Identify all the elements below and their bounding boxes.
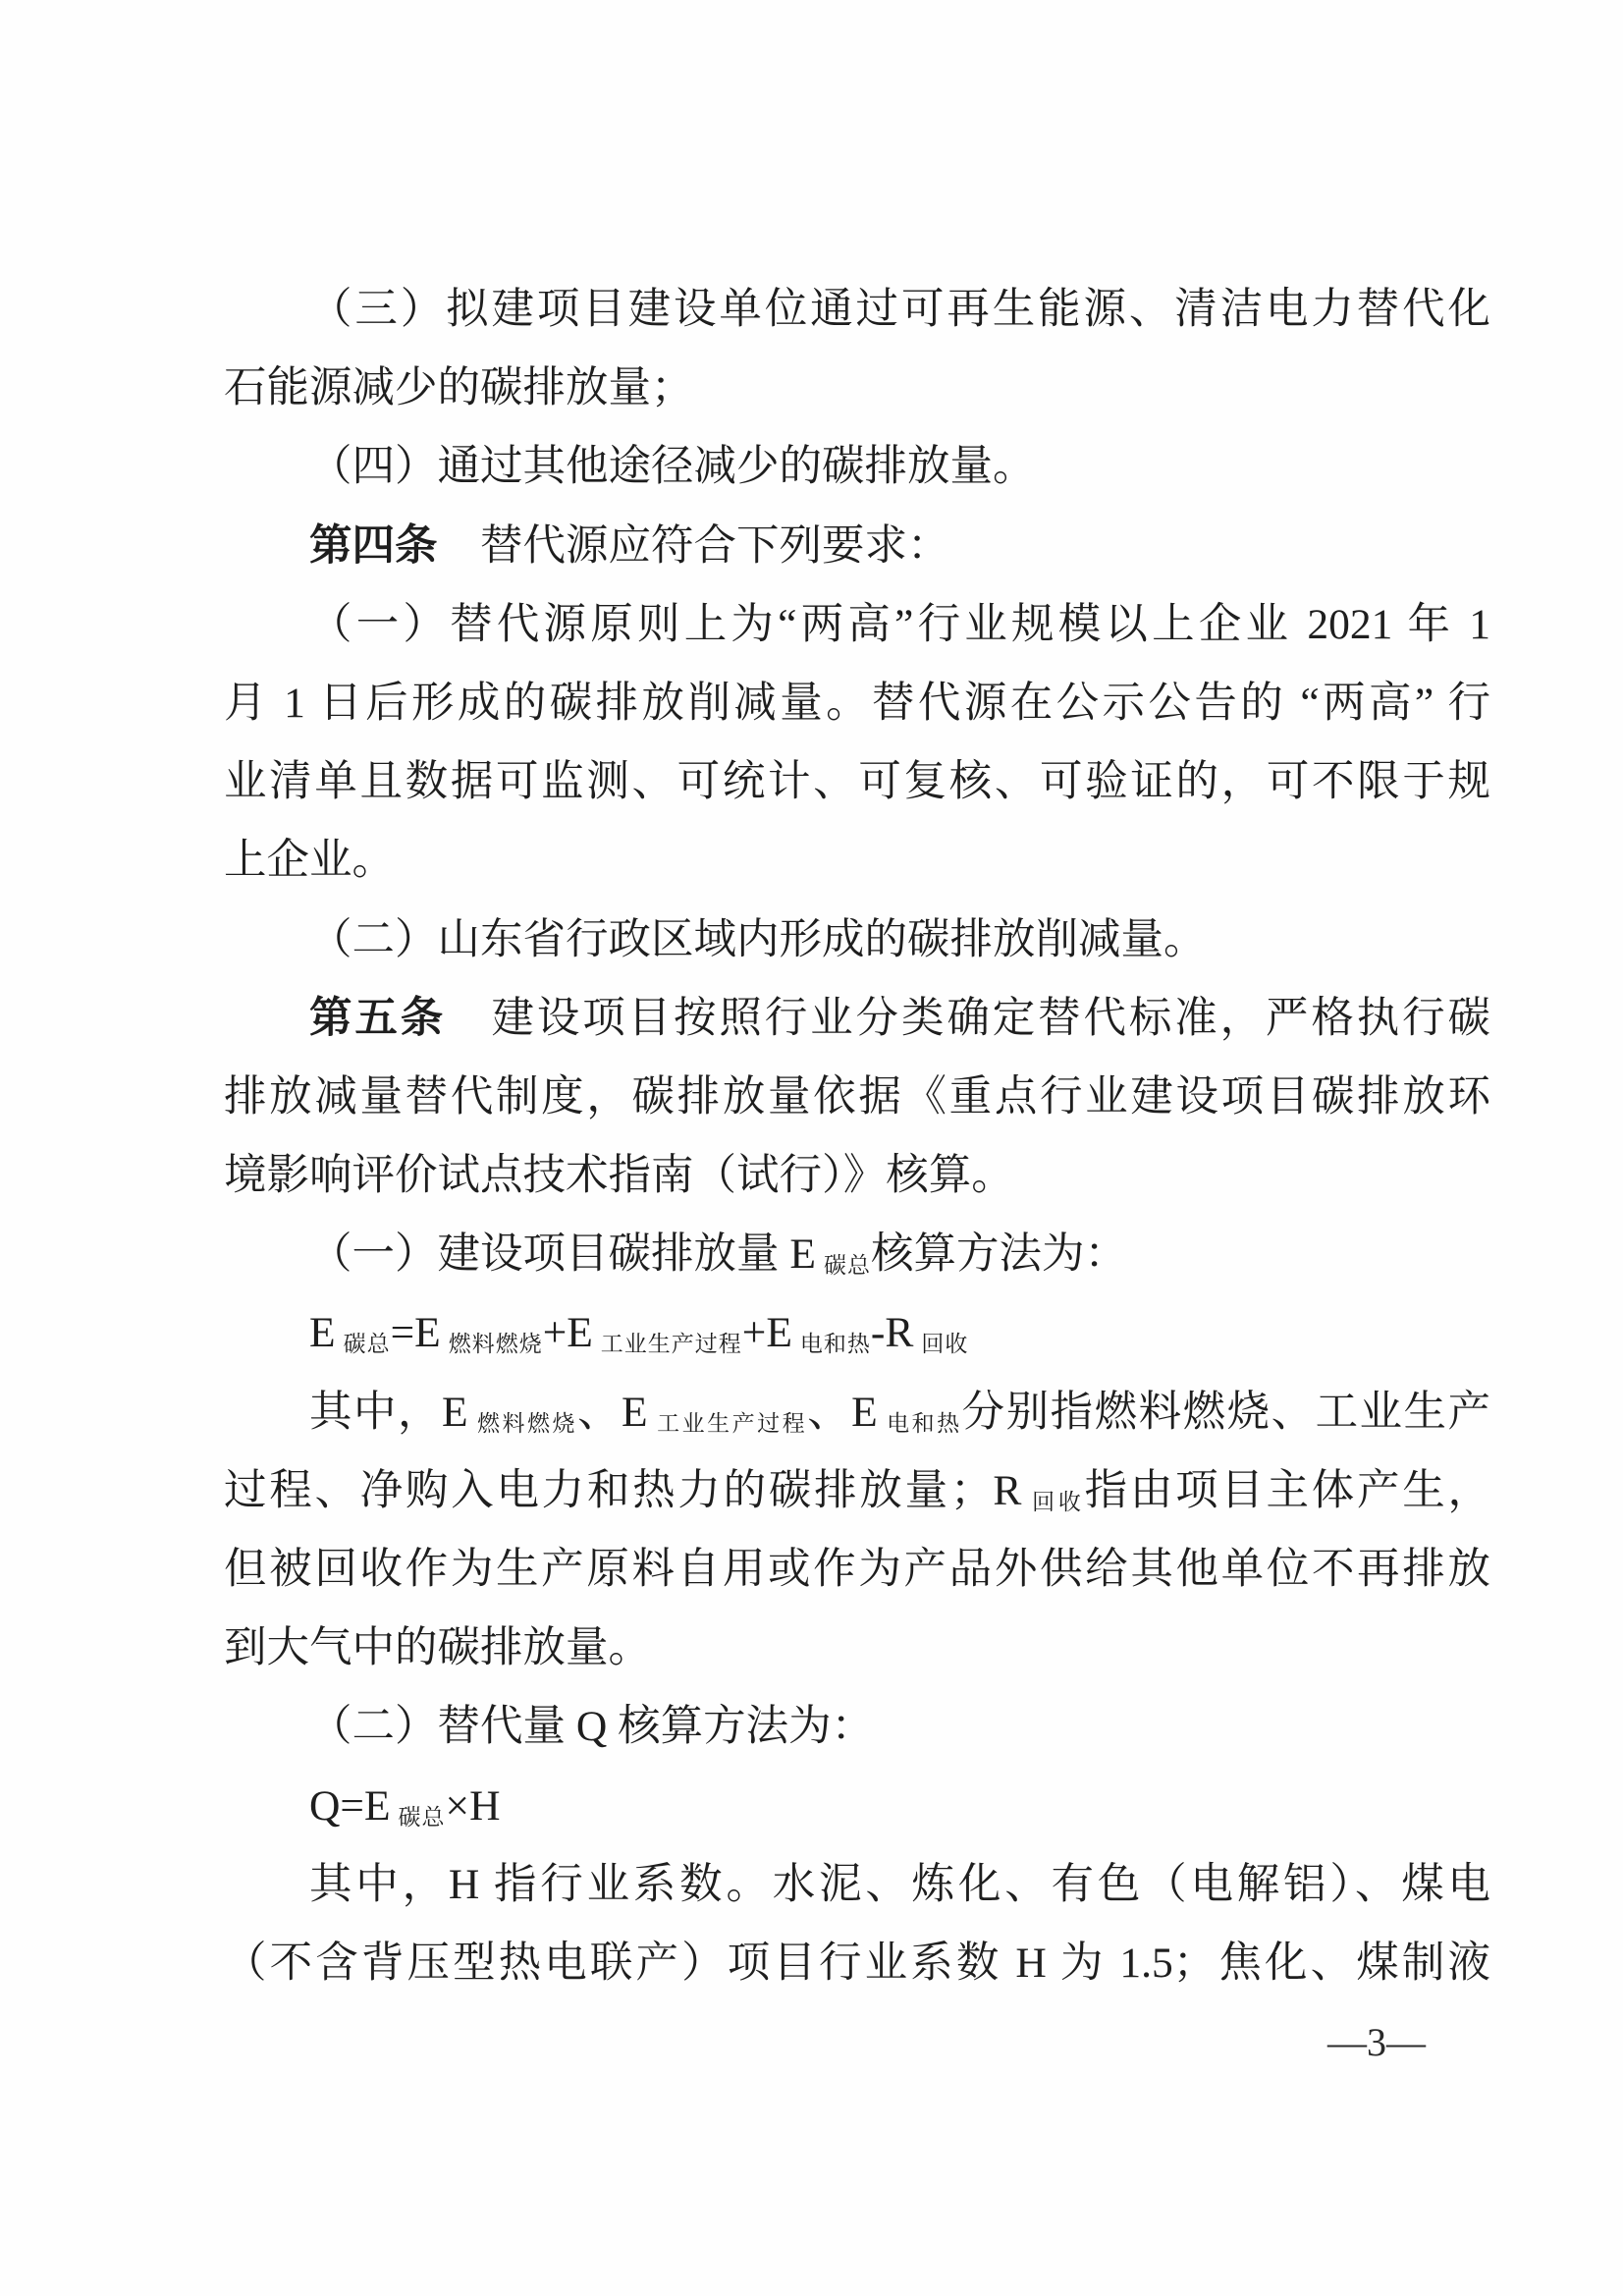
article-heading: 第五条 xyxy=(309,994,447,1042)
document-body xyxy=(224,270,1490,2002)
text-line xyxy=(224,1293,1490,1372)
text-segment: 替代源应符合下列要求： xyxy=(437,521,950,570)
text-segment: +E xyxy=(741,1309,792,1357)
text-segment: 分别指燃料燃烧、工业生产 xyxy=(961,1388,1491,1436)
text-line xyxy=(224,1767,1490,1845)
text-segment: 业清单且数据可监测、可统计、可复核、可验证的，可不限于规 xyxy=(224,758,1490,806)
subscript-text: 碳总 xyxy=(343,1332,391,1357)
text-segment: =E xyxy=(390,1309,441,1357)
text-segment: E xyxy=(789,1230,816,1279)
text-line xyxy=(224,1687,1490,1766)
text-segment: E xyxy=(851,1388,878,1436)
text-segment: 其中， xyxy=(309,1388,442,1436)
text-line xyxy=(224,585,1490,664)
text-segment: 核算方法为： xyxy=(870,1230,1127,1279)
text-line xyxy=(224,742,1490,821)
subscript-text: 电和热 xyxy=(885,1410,962,1436)
text-segment: （二）替代量 Q 核算方法为： xyxy=(309,1703,875,1751)
subscript-text: 碳总 xyxy=(398,1804,446,1830)
text-segment: （四）通过其他途径减少的碳排放量。 xyxy=(309,443,1036,491)
subscript-text: 燃料燃烧 xyxy=(448,1332,543,1357)
text-segment: -R xyxy=(870,1309,914,1357)
text-segment: 其中，H 指行业系数。水泥、炼化、有色（电解铝）、煤电 xyxy=(309,1860,1490,1908)
text-line xyxy=(224,349,1490,427)
page-number: —3— xyxy=(1327,2020,1426,2064)
text-segment: E xyxy=(441,1388,468,1436)
subscript-text: 碳总 xyxy=(823,1253,871,1279)
subscript-text: 燃料燃烧 xyxy=(475,1410,578,1436)
text-segment: 上企业。 xyxy=(224,837,395,885)
text-line xyxy=(224,1530,1490,1609)
text-segment: 过程、净购入电力和热力的碳排放量； xyxy=(224,1466,994,1514)
text-segment: 但被回收作为生产原料自用或作为产品外供给其他单位不再排放 xyxy=(224,1546,1490,1593)
subscript-text: 回收 xyxy=(1029,1489,1085,1514)
text-segment: （一）建设项目碳排放量 xyxy=(309,1230,790,1279)
text-line xyxy=(224,901,1490,979)
text-segment: 境影响评价试点技术指南（试行）》核算。 xyxy=(224,1152,1014,1200)
text-line xyxy=(224,1924,1490,2002)
text-line xyxy=(224,270,1490,349)
text-segment: （二）山东省行政区域内形成的碳排放削减量。 xyxy=(309,915,1207,963)
text-segment: ×H xyxy=(445,1781,501,1830)
text-line xyxy=(224,1845,1490,1924)
text-segment: E xyxy=(622,1388,648,1436)
text-line xyxy=(224,1373,1490,1451)
text-segment: R xyxy=(993,1466,1022,1514)
text-segment: （三）拟建项目建设单位通过可再生能源、清洁电力替代化 xyxy=(309,286,1490,333)
text-segment: 月 1 日后形成的碳排放削减量。替代源在公示公告的 “两高” 行 xyxy=(224,679,1490,727)
subscript-text: 回收 xyxy=(921,1332,969,1357)
text-segment: 到大气中的碳排放量。 xyxy=(224,1624,651,1672)
article-heading: 第四条 xyxy=(309,521,438,570)
text-segment: +E xyxy=(542,1309,593,1357)
text-line xyxy=(224,1058,1490,1136)
text-segment: （不含背压型热电联产）项目行业系数 H 为 1.5；焦化、煤制液 xyxy=(224,1939,1490,1987)
text-line xyxy=(224,664,1490,742)
text-segment: E xyxy=(309,1309,336,1357)
text-line xyxy=(224,1136,1490,1215)
subscript-text: 电和热 xyxy=(799,1332,871,1357)
text-segment: 石能源减少的碳排放量； xyxy=(224,364,694,412)
text-line xyxy=(224,1609,1490,1687)
text-segment: Q=E xyxy=(309,1781,391,1830)
subscript-text: 工业生产过程 xyxy=(600,1332,742,1357)
text-segment: （一）替代源原则上为“两高”行业规模以上企业 2021 年 1 xyxy=(309,600,1490,648)
text-segment: 、 xyxy=(807,1388,852,1436)
text-line xyxy=(224,1215,1490,1293)
text-line xyxy=(224,821,1490,900)
text-line xyxy=(224,979,1490,1058)
text-segment: 、 xyxy=(577,1388,622,1436)
text-line xyxy=(224,1451,1490,1530)
text-segment: 指由项目主体产生， xyxy=(1084,1466,1491,1514)
text-line xyxy=(224,507,1490,585)
text-segment: 排放减量替代制度，碳排放量依据《重点行业建设项目碳排放环 xyxy=(224,1072,1490,1121)
subscript-text: 工业生产过程 xyxy=(655,1410,808,1436)
text-segment: 建设项目按照行业分类确定替代标准，严格执行碳 xyxy=(446,994,1490,1042)
text-line xyxy=(224,427,1490,506)
